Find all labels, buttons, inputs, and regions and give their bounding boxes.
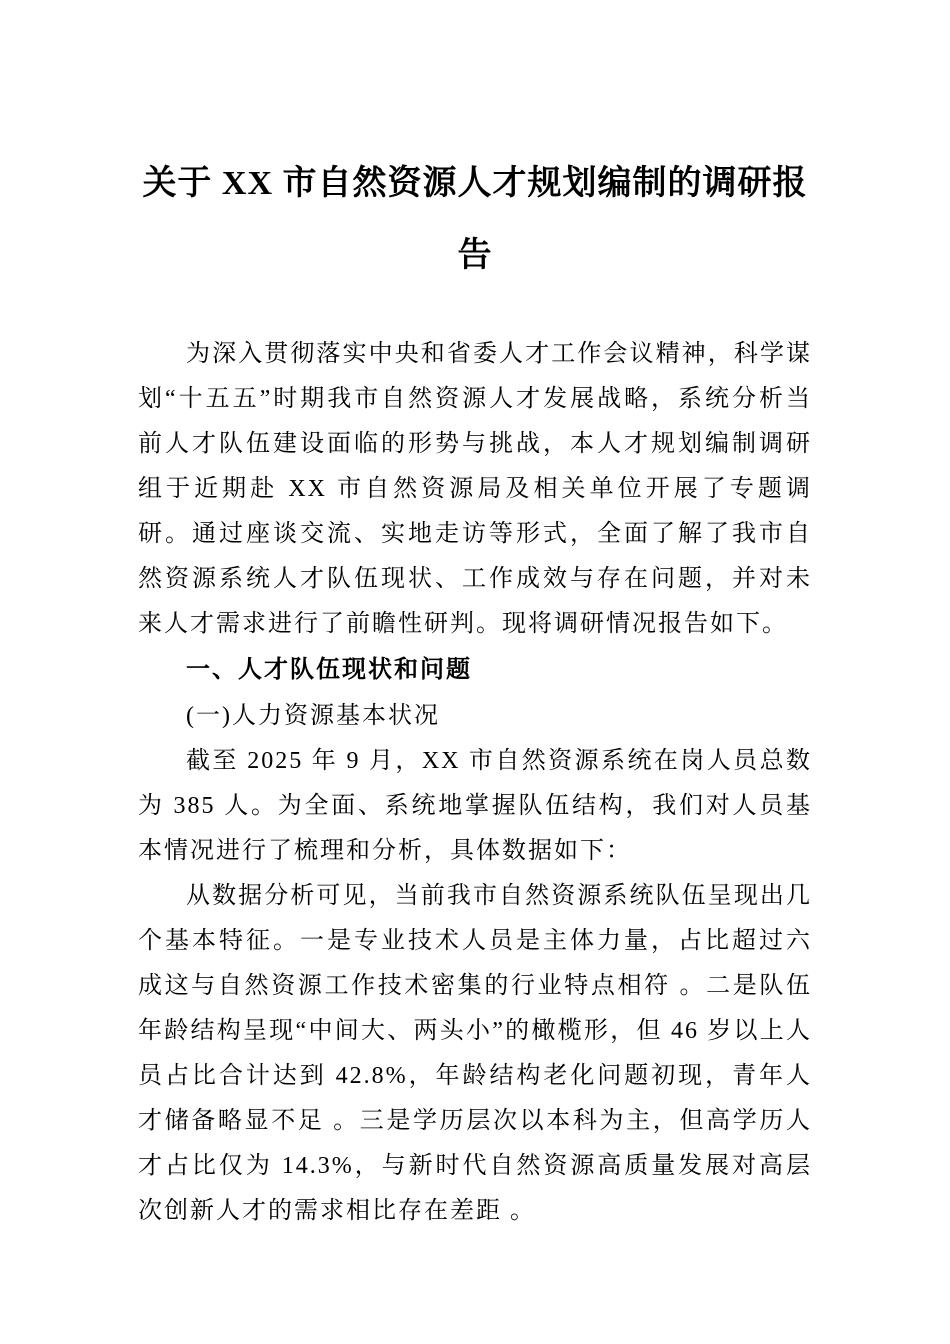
section-1-heading: 一、人才队伍现状和问题 <box>186 656 472 683</box>
subsection-1-1-heading: (一)人力资源基本状况 <box>186 703 440 729</box>
intro-paragraph: 为深入贯彻落实中央和省委人才工作会议精神，科学谋划“十五五”时期我市自然资源人才发展战略，系统分析当前人才队伍建设面临的形势与挑战，本人才规划编制调研组于近期赴 XX 市自然资源局及相关单位开展了专题调研。通过座谈交流、实地走访等形式，全面了解了我市自然资源系统人才队伍现状、工作成效与存在问题，并对未来人才需求进行了前瞻性研判。现将调研情况报告如下。 <box>138 341 812 637</box>
staffing-overview-paragraph: 截至 2025 年 9 月，XX 市自然资源系统在岗人员总数为 385 人。为全面、系统地掌握队伍结构，我们对人员基本情况进行了梳理和分析，具体数据如下： <box>138 748 812 864</box>
document-title: 关于 XX 市自然资源人才规划编制的调研报告 <box>142 165 808 274</box>
data-analysis-paragraph: 从数据分析可见，当前我市自然资源系统队伍呈现出几个基本特征。一是专业技术人员是主体力量，占比超过六成这与自然资源工作技术密集的行业特点相符 。二是队伍年龄结构呈现“中间大、两头小”的橄榄形，但 46 岁以上人员占比合计达到 42.8%，年龄结构老化问题初现，青年人才储备略显不足 。三是学历层次以本科为主，但高学历人才占比仅为 14.3%，与新时代自然资源高质量发展对高层次创新人才的需求相比存在差距 。 <box>138 883 812 1224</box>
